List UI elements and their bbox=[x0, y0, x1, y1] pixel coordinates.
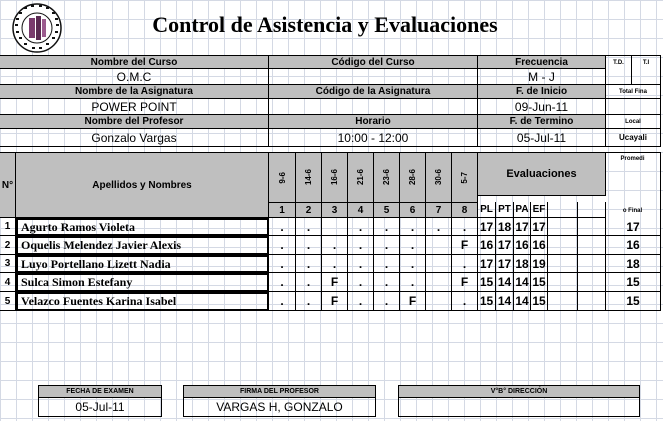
ti-value bbox=[632, 69, 661, 85]
start-date-value: 09-Jun-11 bbox=[478, 99, 606, 115]
student-name[interactable]: Velazco Fuentes Karina Isabel bbox=[16, 292, 269, 311]
attendance-cell[interactable]: . bbox=[296, 273, 322, 292]
attendance-cell[interactable]: . bbox=[296, 236, 322, 255]
school-logo bbox=[6, 2, 68, 54]
final-grade[interactable]: 16 bbox=[606, 236, 661, 255]
course-code-value bbox=[269, 69, 478, 85]
grade-cell[interactable] bbox=[578, 218, 606, 236]
eval-col-2: PT bbox=[496, 202, 514, 218]
average-label: Promedi bbox=[620, 156, 645, 162]
attendance-cell[interactable]: F bbox=[400, 292, 426, 311]
date-number-3: 3 bbox=[322, 202, 348, 218]
date-header-6 bbox=[400, 152, 426, 202]
attendance-cell[interactable] bbox=[322, 218, 348, 236]
grade-cell[interactable]: 17 bbox=[514, 218, 531, 236]
signature-value: VARGAS H, GONZALO bbox=[183, 398, 376, 417]
schedule-value: 10:00 - 12:00 bbox=[269, 129, 478, 147]
date-header-7 bbox=[426, 152, 452, 202]
ti-label: T.I bbox=[632, 55, 661, 69]
attendance-cell[interactable] bbox=[426, 292, 452, 311]
td-label: T.D. bbox=[606, 55, 632, 69]
grade-cell[interactable]: 17 bbox=[496, 255, 514, 273]
date-header-3 bbox=[322, 152, 348, 202]
direction-label: V°B° DIRECCIÓN bbox=[398, 385, 640, 398]
final-label: o Final bbox=[622, 208, 643, 214]
end-date-value: 05-Jul-11 bbox=[478, 129, 606, 147]
attendance-cell[interactable]: . bbox=[348, 255, 374, 273]
attendance-cell[interactable]: . bbox=[348, 236, 374, 255]
grade-cell[interactable] bbox=[578, 255, 606, 273]
grade-cell[interactable]: 15 bbox=[478, 292, 496, 311]
final-grade[interactable]: 15 bbox=[606, 292, 661, 311]
student-name[interactable]: Oquelis Melendez Javier Alexis bbox=[16, 236, 269, 255]
date-number-7: 7 bbox=[426, 202, 452, 218]
grade-cell[interactable] bbox=[548, 218, 578, 236]
attendance-cell[interactable]: . bbox=[296, 218, 322, 236]
num-header: N° bbox=[0, 152, 16, 218]
attendance-cell[interactable] bbox=[426, 236, 452, 255]
attendance-cell[interactable]: . bbox=[322, 255, 348, 273]
grade-cell[interactable] bbox=[548, 273, 578, 292]
eval-col-3: PA bbox=[514, 202, 531, 218]
start-date-label: F. de Inicio bbox=[478, 85, 606, 99]
eval-col-1: PL bbox=[478, 202, 496, 218]
eval-col-6 bbox=[578, 202, 606, 218]
grade-cell[interactable]: 15 bbox=[531, 273, 548, 292]
grade-cell[interactable]: 14 bbox=[514, 292, 531, 311]
subject-code-value bbox=[269, 99, 478, 115]
attendance-cell[interactable]: . bbox=[348, 292, 374, 311]
attendance-cell[interactable]: . bbox=[269, 255, 296, 273]
grade-cell[interactable]: 17 bbox=[478, 255, 496, 273]
date-header-text: 28-6 bbox=[408, 169, 417, 186]
final-grade[interactable]: 15 bbox=[606, 273, 661, 292]
date-header-text: 30-6 bbox=[434, 169, 443, 186]
total-final-label: Total Fina bbox=[606, 85, 661, 99]
student-name[interactable]: Sulca Simon Estefany bbox=[16, 273, 269, 292]
attendance-cell[interactable] bbox=[426, 273, 452, 292]
eval-col-4: EF bbox=[531, 202, 548, 218]
attendance-cell[interactable]: . bbox=[348, 218, 374, 236]
date-number-2: 2 bbox=[296, 202, 322, 218]
row-number: 4 bbox=[0, 273, 16, 292]
attendance-cell[interactable]: . bbox=[348, 273, 374, 292]
attendance-cell[interactable]: . bbox=[400, 236, 426, 255]
grade-cell[interactable] bbox=[578, 292, 606, 311]
course-name-value: O.M.C bbox=[0, 69, 269, 85]
attendance-cell[interactable]: . bbox=[269, 292, 296, 311]
attendance-cell[interactable]: . bbox=[400, 273, 426, 292]
attendance-cell[interactable]: . bbox=[296, 292, 322, 311]
grade-cell[interactable] bbox=[578, 273, 606, 292]
date-header-text: 23-6 bbox=[382, 169, 391, 186]
attendance-cell[interactable]: . bbox=[296, 255, 322, 273]
final-grade[interactable]: 18 bbox=[606, 255, 661, 273]
grade-cell[interactable]: 18 bbox=[496, 218, 514, 236]
attendance-cell[interactable]: . bbox=[322, 236, 348, 255]
course-code-label: Código del Curso bbox=[269, 55, 478, 69]
teacher-name-value: Gonzalo Vargas bbox=[0, 129, 269, 147]
grade-cell[interactable] bbox=[578, 236, 606, 255]
grade-cell[interactable] bbox=[548, 255, 578, 273]
names-header: Apellidos y Nombres bbox=[16, 152, 269, 218]
attendance-cell[interactable]: . bbox=[269, 236, 296, 255]
date-number-6: 6 bbox=[400, 202, 426, 218]
attendance-cell[interactable]: . bbox=[400, 255, 426, 273]
grade-cell[interactable]: 17 bbox=[531, 218, 548, 236]
grade-cell[interactable]: 18 bbox=[514, 255, 531, 273]
schedule-label: Horario bbox=[269, 115, 478, 129]
subject-name-label: Nombre de la Asignatura bbox=[0, 85, 269, 99]
exam-date-value: 05-Jul-11 bbox=[38, 398, 162, 417]
attendance-cell[interactable]: . bbox=[452, 218, 478, 236]
attendance-cell[interactable]: F bbox=[452, 273, 478, 292]
date-header-8 bbox=[452, 152, 478, 202]
grade-cell[interactable]: 16 bbox=[514, 236, 531, 255]
attendance-cell[interactable]: . bbox=[374, 236, 400, 255]
date-header-2 bbox=[296, 152, 322, 202]
date-header-4 bbox=[348, 152, 374, 202]
attendance-cell[interactable]: . bbox=[374, 218, 400, 236]
row-number: 1 bbox=[0, 218, 16, 236]
exam-date-label: FECHA DE EXAMEN bbox=[38, 385, 162, 398]
subject-name-value: POWER POINT bbox=[0, 99, 269, 115]
attendance-cell[interactable]: . bbox=[374, 292, 400, 311]
grade-cell[interactable] bbox=[548, 292, 578, 311]
date-number-5: 5 bbox=[374, 202, 400, 218]
date-header-text: 21-6 bbox=[356, 169, 365, 186]
date-header-text: 14-6 bbox=[304, 169, 313, 186]
grade-cell[interactable]: 17 bbox=[478, 218, 496, 236]
grade-cell[interactable]: 16 bbox=[478, 236, 496, 255]
td-value bbox=[606, 69, 632, 85]
subject-code-label: Código de la Asignatura bbox=[269, 85, 478, 99]
date-header-5 bbox=[374, 152, 400, 202]
attendance-cell[interactable]: . bbox=[269, 218, 296, 236]
grade-cell[interactable]: 14 bbox=[514, 273, 531, 292]
evaluations-header: Evaluaciones bbox=[478, 152, 606, 196]
final-grade[interactable]: 17 bbox=[606, 218, 661, 236]
date-number-4: 4 bbox=[348, 202, 374, 218]
course-name-label: Nombre del Curso bbox=[0, 55, 269, 69]
attendance-cell[interactable]: . bbox=[452, 255, 478, 273]
grade-cell[interactable]: 15 bbox=[531, 292, 548, 311]
grade-cell[interactable]: 19 bbox=[531, 255, 548, 273]
grade-cell[interactable]: 14 bbox=[496, 292, 514, 311]
row-number: 3 bbox=[0, 255, 16, 273]
teacher-name-label: Nombre del Profesor bbox=[0, 115, 269, 129]
date-number-1: 1 bbox=[269, 202, 296, 218]
eval-col-5 bbox=[548, 202, 578, 218]
place-value: Ucayali bbox=[606, 129, 661, 147]
signature-label: FIRMA DEL PROFESOR bbox=[183, 385, 376, 398]
frequency-value: M - J bbox=[478, 69, 606, 85]
date-header-text: 16-6 bbox=[330, 169, 339, 186]
attendance-cell[interactable] bbox=[426, 255, 452, 273]
end-date-label: F. de Termino bbox=[478, 115, 606, 129]
attendance-cell[interactable]: . bbox=[374, 273, 400, 292]
frequency-label: Frecuencia bbox=[478, 55, 606, 69]
average-header bbox=[606, 152, 661, 218]
grade-cell[interactable]: 14 bbox=[496, 273, 514, 292]
date-header-1 bbox=[269, 152, 296, 202]
place-label: Local bbox=[606, 115, 661, 129]
exam-date-box bbox=[38, 385, 162, 417]
grade-cell[interactable]: 17 bbox=[496, 236, 514, 255]
grade-cell[interactable]: 16 bbox=[531, 236, 548, 255]
date-header-text: 5-7 bbox=[460, 171, 469, 184]
attendance-cell[interactable]: . bbox=[374, 255, 400, 273]
student-name[interactable]: Agurto Ramos Violeta bbox=[16, 218, 269, 236]
direction-value bbox=[398, 398, 640, 417]
attendance-cell[interactable]: . bbox=[269, 273, 296, 292]
teacher-signature-box bbox=[183, 385, 376, 417]
direction-approval-box bbox=[398, 385, 640, 417]
grade-cell[interactable] bbox=[548, 236, 578, 255]
attendance-cell[interactable]: F bbox=[322, 292, 348, 311]
row-number: 2 bbox=[0, 236, 16, 255]
header-block bbox=[0, 55, 663, 147]
page-title: Control de Asistencia y Evaluaciones bbox=[152, 12, 498, 37]
attendance-cell[interactable]: . bbox=[452, 292, 478, 311]
grade-cell[interactable]: 15 bbox=[478, 273, 496, 292]
student-name[interactable]: Luyo Portellano Lizett Nadia bbox=[16, 255, 269, 273]
attendance-cell[interactable]: F bbox=[322, 273, 348, 292]
row-number: 5 bbox=[0, 292, 16, 311]
total-final-value bbox=[606, 99, 661, 115]
date-header-text: 9-6 bbox=[277, 171, 287, 184]
date-number-8: 8 bbox=[452, 202, 478, 218]
attendance-cell[interactable]: F bbox=[452, 236, 478, 255]
attendance-cell[interactable]: . bbox=[400, 218, 426, 236]
attendance-cell[interactable]: . bbox=[426, 218, 452, 236]
